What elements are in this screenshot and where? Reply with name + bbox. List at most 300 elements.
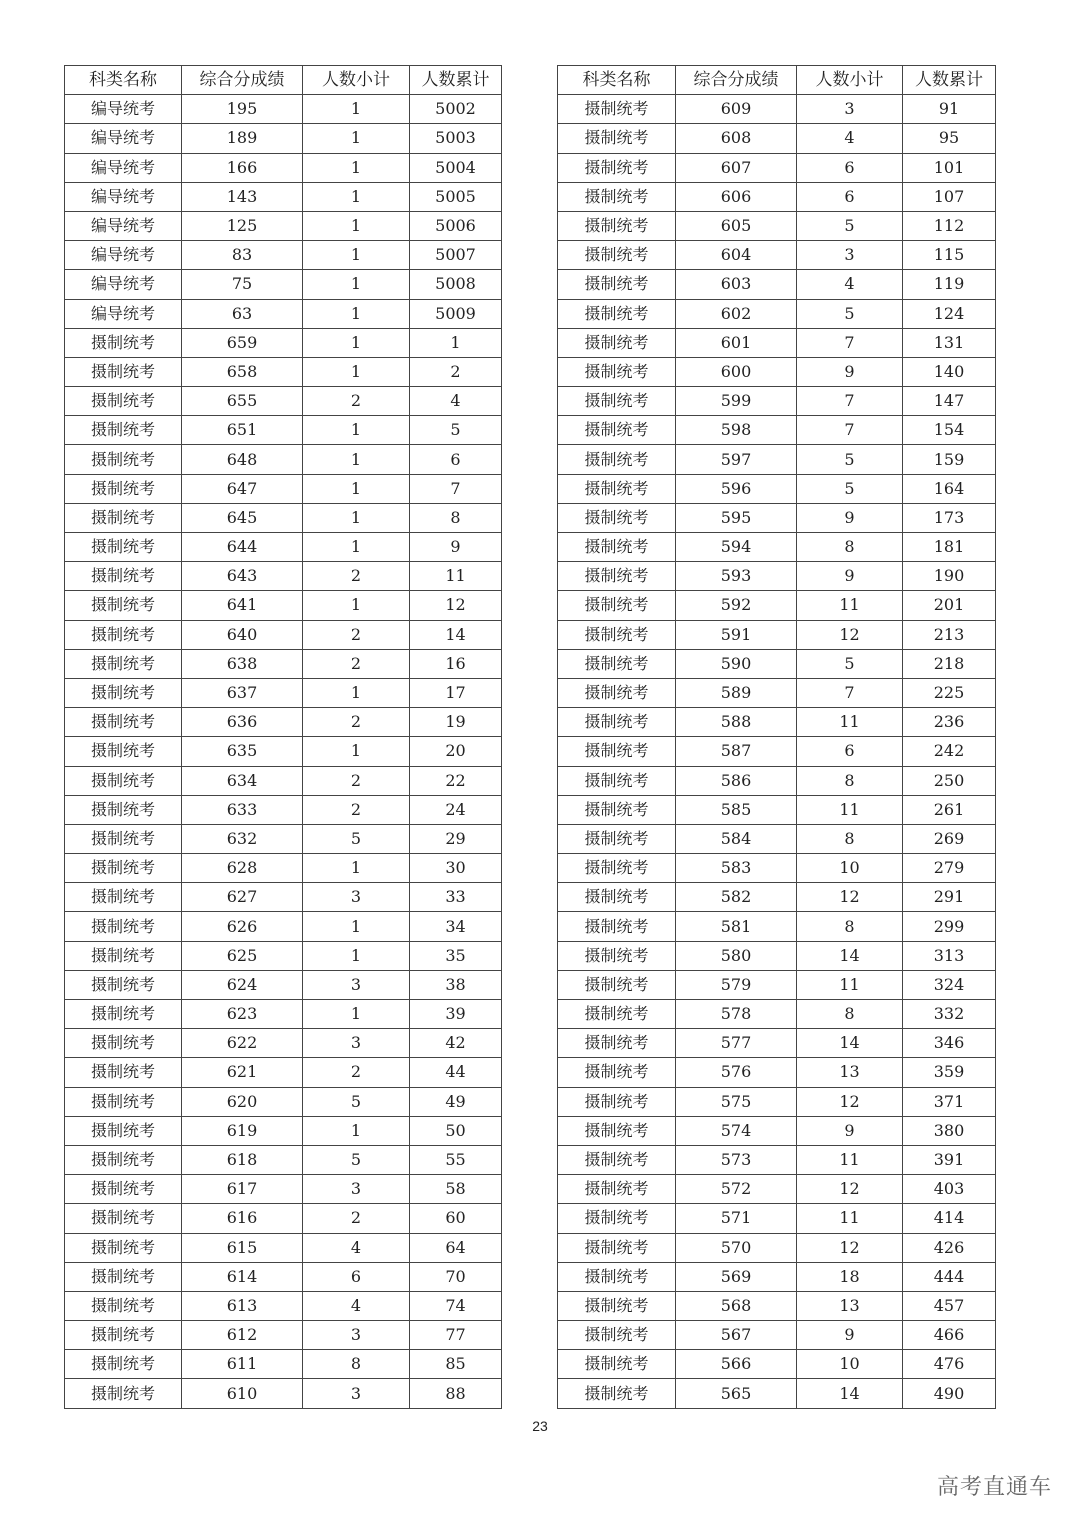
cumulative-cell: 242 [903,737,996,766]
count-cell: 3 [303,970,410,999]
table-row [65,854,502,883]
table-row [558,1029,996,1058]
count-cell: 3 [303,1321,410,1350]
cumulative-cell: 30 [410,854,502,883]
category-cell: 摄制统考 [558,328,676,357]
table-row [558,1116,996,1145]
score-cell: 585 [676,795,797,824]
category-cell: 摄制统考 [65,737,182,766]
score-cell: 63 [182,299,303,328]
score-cell: 599 [676,387,797,416]
count-cell: 1 [303,941,410,970]
score-cell: 189 [182,124,303,153]
count-cell: 14 [797,941,903,970]
count-cell: 1 [303,591,410,620]
table-row [558,357,996,386]
category-cell: 摄制统考 [65,1321,182,1350]
category-cell: 摄制统考 [558,1291,676,1320]
table-row [65,1233,502,1262]
cumulative-cell: 426 [903,1233,996,1262]
count-cell: 7 [797,328,903,357]
count-cell: 14 [797,1379,903,1408]
category-cell: 摄制统考 [558,795,676,824]
cumulative-cell: 55 [410,1145,502,1174]
cumulative-cell: 332 [903,1000,996,1029]
category-cell: 摄制统考 [65,970,182,999]
table-row [65,387,502,416]
score-cell: 638 [182,649,303,678]
table-row [558,766,996,795]
table-row [65,270,502,299]
score-cell: 644 [182,533,303,562]
count-cell: 9 [797,1116,903,1145]
category-cell: 摄制统考 [558,182,676,211]
count-cell: 1 [303,737,410,766]
table-row [558,1204,996,1233]
table-row [65,1262,502,1291]
score-cell: 570 [676,1233,797,1262]
header-count: 人数小计 [303,66,410,95]
cumulative-cell: 60 [410,1204,502,1233]
cumulative-cell: 391 [903,1145,996,1174]
count-cell: 1 [303,328,410,357]
category-cell: 摄制统考 [65,357,182,386]
count-cell: 1 [303,503,410,532]
cumulative-cell: 225 [903,678,996,707]
category-cell: 摄制统考 [558,591,676,620]
table-row [558,708,996,737]
category-cell: 摄制统考 [558,1145,676,1174]
table-row [558,241,996,270]
table-row [65,1116,502,1145]
cumulative-cell: 159 [903,445,996,474]
count-cell: 12 [797,1233,903,1262]
cumulative-cell: 50 [410,1116,502,1145]
count-cell: 11 [797,795,903,824]
cumulative-cell: 19 [410,708,502,737]
count-cell: 12 [797,1175,903,1204]
table-row [65,970,502,999]
category-cell: 摄制统考 [558,503,676,532]
cumulative-cell: 64 [410,1233,502,1262]
cumulative-cell: 12 [410,591,502,620]
table-row [558,299,996,328]
category-cell: 摄制统考 [65,854,182,883]
score-cell: 626 [182,912,303,941]
count-cell: 1 [303,124,410,153]
count-cell: 5 [797,211,903,240]
count-cell: 1 [303,474,410,503]
category-cell: 摄制统考 [558,620,676,649]
category-cell: 摄制统考 [558,299,676,328]
category-cell: 摄制统考 [558,1233,676,1262]
cumulative-cell: 24 [410,795,502,824]
score-cell: 603 [676,270,797,299]
cumulative-cell: 33 [410,883,502,912]
score-cell: 645 [182,503,303,532]
cumulative-cell: 44 [410,1058,502,1087]
cumulative-cell: 17 [410,678,502,707]
table-row [558,854,996,883]
cumulative-cell: 8 [410,503,502,532]
score-cell: 586 [676,766,797,795]
score-cell: 166 [182,153,303,182]
count-cell: 2 [303,766,410,795]
category-cell: 摄制统考 [558,678,676,707]
score-cell: 595 [676,503,797,532]
table-row [558,941,996,970]
category-cell: 摄制统考 [65,416,182,445]
category-cell: 摄制统考 [558,95,676,124]
table-row [558,182,996,211]
category-cell: 编导统考 [65,95,182,124]
cumulative-cell: 154 [903,416,996,445]
category-cell: 摄制统考 [65,678,182,707]
cumulative-cell: 261 [903,795,996,824]
score-cell: 568 [676,1291,797,1320]
cumulative-cell: 74 [410,1291,502,1320]
table-row [558,1175,996,1204]
category-cell: 摄制统考 [65,795,182,824]
score-cell: 658 [182,357,303,386]
category-cell: 摄制统考 [65,883,182,912]
cumulative-cell: 16 [410,649,502,678]
score-cell: 624 [182,970,303,999]
header-count: 人数小计 [797,66,903,95]
category-cell: 摄制统考 [65,503,182,532]
cumulative-cell: 35 [410,941,502,970]
category-cell: 摄制统考 [65,708,182,737]
score-cell: 615 [182,1233,303,1262]
table-row [65,649,502,678]
score-cell: 580 [676,941,797,970]
count-cell: 1 [303,241,410,270]
cumulative-cell: 164 [903,474,996,503]
category-cell: 摄制统考 [558,854,676,883]
table-row [558,328,996,357]
score-cell: 618 [182,1145,303,1174]
table-row [65,562,502,591]
count-cell: 5 [303,1145,410,1174]
count-cell: 5 [797,445,903,474]
category-cell: 摄制统考 [558,1262,676,1291]
score-cell: 578 [676,1000,797,1029]
score-cell: 651 [182,416,303,445]
header-cumulative: 人数累计 [903,66,996,95]
header-score: 综合分成绩 [676,66,797,95]
category-cell: 摄制统考 [558,474,676,503]
category-cell: 摄制统考 [65,328,182,357]
cumulative-cell: 38 [410,970,502,999]
category-cell: 摄制统考 [558,357,676,386]
cumulative-cell: 77 [410,1321,502,1350]
category-cell: 摄制统考 [558,1204,676,1233]
count-cell: 12 [797,620,903,649]
category-cell: 编导统考 [65,211,182,240]
score-cell: 597 [676,445,797,474]
score-cell: 634 [182,766,303,795]
score-cell: 584 [676,824,797,853]
score-cell: 623 [182,1000,303,1029]
table-row [65,591,502,620]
category-cell: 摄制统考 [558,1029,676,1058]
cumulative-cell: 269 [903,824,996,853]
cumulative-cell: 444 [903,1262,996,1291]
table-row [558,533,996,562]
category-cell: 摄制统考 [65,591,182,620]
table-row [558,1350,996,1379]
category-cell: 摄制统考 [65,1116,182,1145]
table-row [65,912,502,941]
category-cell: 摄制统考 [558,270,676,299]
score-cell: 581 [676,912,797,941]
page-number: 23 [532,1418,548,1434]
score-cell: 125 [182,211,303,240]
count-cell: 3 [303,883,410,912]
header-category: 科类名称 [65,66,182,95]
table-row [558,562,996,591]
cumulative-cell: 313 [903,941,996,970]
score-cell: 621 [182,1058,303,1087]
score-cell: 613 [182,1291,303,1320]
cumulative-cell: 236 [903,708,996,737]
score-cell: 604 [676,241,797,270]
cumulative-cell: 291 [903,883,996,912]
count-cell: 1 [303,416,410,445]
score-cell: 572 [676,1175,797,1204]
score-cell: 592 [676,591,797,620]
count-cell: 1 [303,912,410,941]
count-cell: 5 [303,824,410,853]
category-cell: 编导统考 [65,153,182,182]
count-cell: 18 [797,1262,903,1291]
table-row [558,678,996,707]
score-cell: 625 [182,941,303,970]
score-cell: 627 [182,883,303,912]
count-cell: 12 [797,883,903,912]
category-cell: 编导统考 [65,299,182,328]
score-cell: 622 [182,1029,303,1058]
category-cell: 摄制统考 [65,620,182,649]
cumulative-cell: 1 [410,328,502,357]
table-row [558,1000,996,1029]
count-cell: 13 [797,1058,903,1087]
category-cell: 摄制统考 [65,1262,182,1291]
score-cell: 590 [676,649,797,678]
table-row [65,416,502,445]
count-cell: 12 [797,1087,903,1116]
table-row [65,941,502,970]
table-row [65,678,502,707]
score-cell: 605 [676,211,797,240]
table-header-row [558,66,996,95]
cumulative-cell: 107 [903,182,996,211]
count-cell: 1 [303,211,410,240]
count-cell: 9 [797,503,903,532]
category-cell: 摄制统考 [65,649,182,678]
table-row [558,387,996,416]
category-cell: 摄制统考 [558,970,676,999]
category-cell: 摄制统考 [558,824,676,853]
category-cell: 摄制统考 [65,1233,182,1262]
count-cell: 1 [303,357,410,386]
score-table-left [64,65,502,1409]
count-cell: 11 [797,970,903,999]
score-cell: 636 [182,708,303,737]
count-cell: 11 [797,591,903,620]
category-cell: 摄制统考 [558,533,676,562]
table-row [558,620,996,649]
count-cell: 3 [303,1379,410,1408]
table-row [558,211,996,240]
score-cell: 582 [676,883,797,912]
count-cell: 7 [797,416,903,445]
score-cell: 602 [676,299,797,328]
score-cell: 583 [676,854,797,883]
category-cell: 摄制统考 [558,124,676,153]
score-cell: 617 [182,1175,303,1204]
table-row [558,649,996,678]
score-cell: 612 [182,1321,303,1350]
score-cell: 591 [676,620,797,649]
table-row [65,1058,502,1087]
cumulative-cell: 140 [903,357,996,386]
cumulative-cell: 5007 [410,241,502,270]
cumulative-cell: 42 [410,1029,502,1058]
table-row [558,1058,996,1087]
cumulative-cell: 218 [903,649,996,678]
count-cell: 5 [797,299,903,328]
score-cell: 75 [182,270,303,299]
count-cell: 2 [303,1058,410,1087]
cumulative-cell: 4 [410,387,502,416]
score-cell: 566 [676,1350,797,1379]
watermark-text: 高考直通车 [936,1475,1052,1500]
score-cell: 576 [676,1058,797,1087]
table-row [558,1233,996,1262]
category-cell: 摄制统考 [558,1000,676,1029]
table-row [65,1204,502,1233]
table-row [65,1379,502,1408]
count-cell: 2 [303,795,410,824]
count-cell: 1 [303,445,410,474]
cumulative-cell: 213 [903,620,996,649]
table-row [65,95,502,124]
table-row [65,241,502,270]
count-cell: 4 [303,1233,410,1262]
count-cell: 1 [303,1000,410,1029]
cumulative-cell: 279 [903,854,996,883]
table-row [65,503,502,532]
count-cell: 6 [797,182,903,211]
count-cell: 7 [797,678,903,707]
table-row [558,445,996,474]
score-cell: 606 [676,182,797,211]
category-cell: 摄制统考 [558,941,676,970]
category-cell: 摄制统考 [558,1175,676,1204]
score-cell: 632 [182,824,303,853]
score-cell: 628 [182,854,303,883]
table-row [558,912,996,941]
score-cell: 637 [182,678,303,707]
table-row [65,299,502,328]
count-cell: 9 [797,562,903,591]
table-row [65,824,502,853]
category-cell: 摄制统考 [65,1058,182,1087]
category-cell: 摄制统考 [65,941,182,970]
cumulative-cell: 2 [410,357,502,386]
count-cell: 1 [303,533,410,562]
table-row [65,1291,502,1320]
header-score: 综合分成绩 [182,66,303,95]
score-cell: 569 [676,1262,797,1291]
category-cell: 摄制统考 [65,1000,182,1029]
count-cell: 2 [303,1204,410,1233]
cumulative-cell: 5006 [410,211,502,240]
count-cell: 6 [797,737,903,766]
score-cell: 648 [182,445,303,474]
table-row [558,737,996,766]
score-cell: 593 [676,562,797,591]
cumulative-cell: 20 [410,737,502,766]
count-cell: 2 [303,708,410,737]
cumulative-cell: 91 [903,95,996,124]
table-row [65,1175,502,1204]
score-cell: 659 [182,328,303,357]
score-cell: 633 [182,795,303,824]
count-cell: 11 [797,1145,903,1174]
table-row [558,1087,996,1116]
category-cell: 编导统考 [65,270,182,299]
category-cell: 摄制统考 [558,445,676,474]
cumulative-cell: 466 [903,1321,996,1350]
category-cell: 摄制统考 [558,708,676,737]
cumulative-cell: 476 [903,1350,996,1379]
category-cell: 摄制统考 [558,1058,676,1087]
count-cell: 1 [303,854,410,883]
table-row [65,445,502,474]
score-cell: 607 [676,153,797,182]
cumulative-cell: 181 [903,533,996,562]
table-row [65,1350,502,1379]
table-row [558,970,996,999]
cumulative-cell: 5009 [410,299,502,328]
cumulative-cell: 380 [903,1116,996,1145]
score-cell: 620 [182,1087,303,1116]
category-cell: 摄制统考 [558,1087,676,1116]
category-cell: 摄制统考 [65,1087,182,1116]
score-table-right [557,65,996,1409]
table-row [558,1262,996,1291]
category-cell: 摄制统考 [558,1116,676,1145]
cumulative-cell: 70 [410,1262,502,1291]
cumulative-cell: 190 [903,562,996,591]
cumulative-cell: 119 [903,270,996,299]
score-cell: 641 [182,591,303,620]
table-row [558,153,996,182]
count-cell: 1 [303,153,410,182]
header-category: 科类名称 [558,66,676,95]
category-cell: 编导统考 [65,124,182,153]
score-cell: 609 [676,95,797,124]
table-row [65,1000,502,1029]
category-cell: 摄制统考 [558,153,676,182]
count-cell: 4 [303,1291,410,1320]
cumulative-cell: 359 [903,1058,996,1087]
score-cell: 565 [676,1379,797,1408]
cumulative-cell: 124 [903,299,996,328]
count-cell: 10 [797,854,903,883]
